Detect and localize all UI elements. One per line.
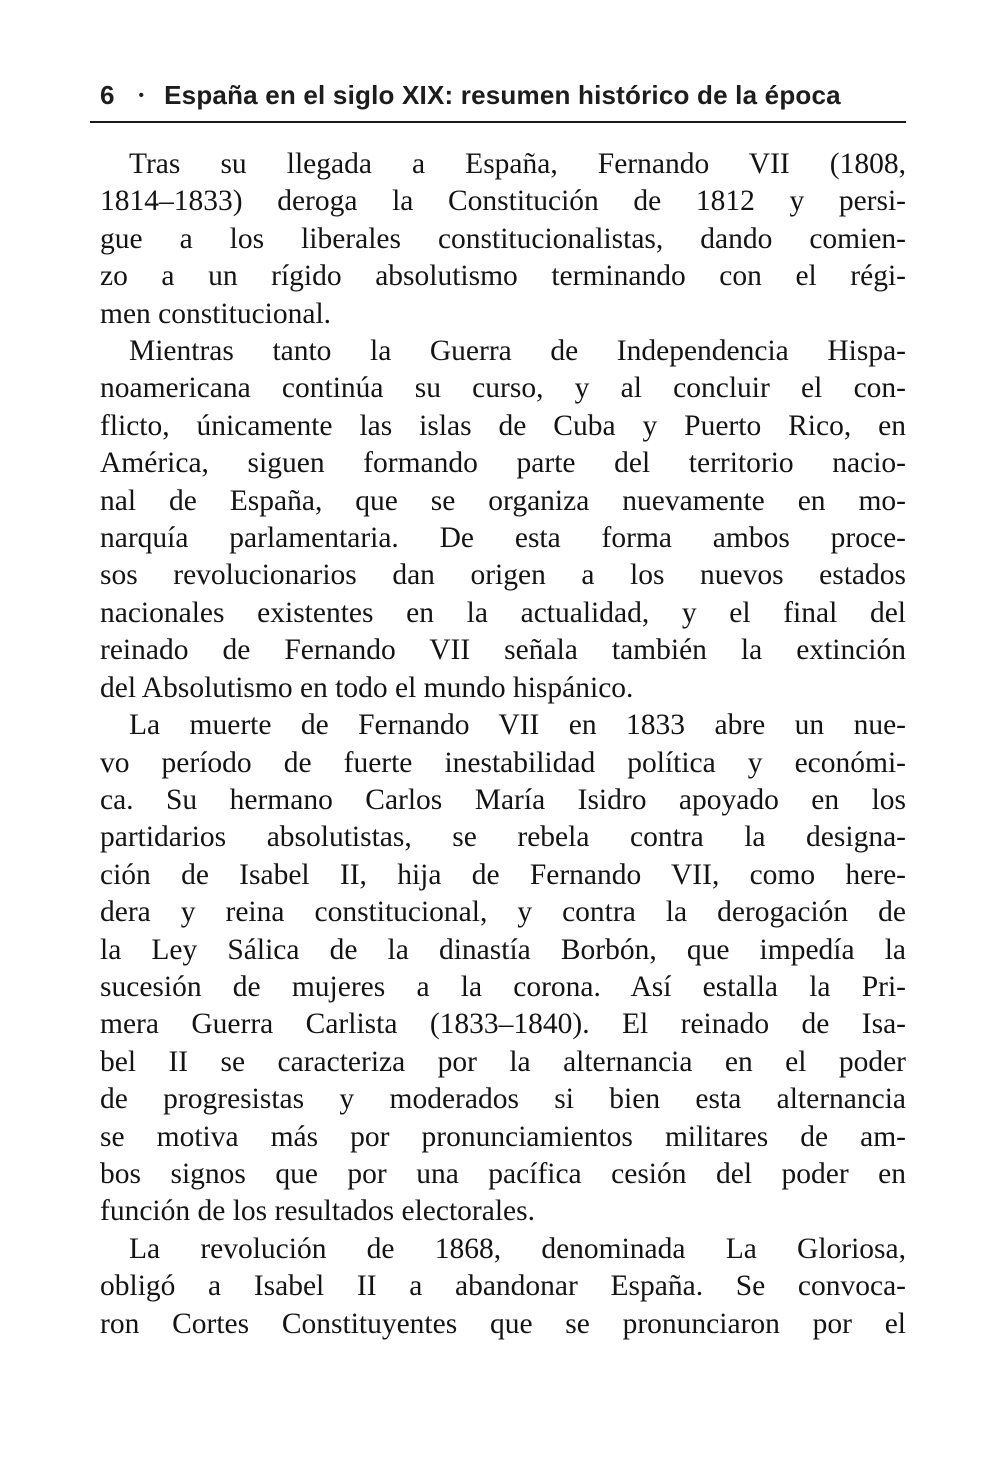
text-line: ca. Su hermano Carlos María Isidro apoyado en los: [100, 783, 906, 816]
paragraph: [100, 707, 906, 1231]
text-line: sucesión de mujeres a la corona. Así estalla la Pri-: [100, 970, 906, 1003]
text-line: sos revolucionarios dan origen a los nuevos estados: [100, 559, 906, 592]
header-rule-divider: [90, 121, 906, 123]
text-line: reinado de Fernando VII señala también la extinción: [100, 634, 906, 667]
text-line: ron Cortes Constituyentes que se pronunciaron por el: [100, 1307, 906, 1340]
body-text: [100, 146, 906, 1343]
text-line: 1814–1833) deroga la Constitución de 1812 y persi-: [100, 185, 906, 218]
text-line: zo a un rígido absolutismo terminando con el régi-: [100, 260, 906, 293]
running-header: [100, 80, 910, 111]
text-line: ción de Isabel II, hija de Fernando VII, como here-: [100, 858, 906, 891]
text-line: narquía parlamentaria. De esta forma ambos proce-: [100, 522, 906, 555]
text-line: obligó a Isabel II a abandonar España. Se convoca-: [100, 1270, 906, 1303]
text-line: bel II se caracteriza por la alternancia en el poder: [100, 1045, 906, 1078]
header-separator-bullet-icon: •: [138, 87, 145, 104]
text-line: gue a los liberales constitucionalistas, dando comien-: [100, 222, 906, 255]
text-line: la Ley Sálica de la dinastía Borbón, que impedía la: [100, 933, 906, 966]
text-line: partidarios absolutistas, se rebela contra la designa-: [100, 821, 906, 854]
text-line: dera y reina constitucional, y contra la derogación de: [100, 896, 906, 929]
text-line: de progresistas y moderados si bien esta alternancia: [100, 1083, 906, 1116]
text-line: men constitucional.: [100, 297, 332, 330]
paragraph: [100, 1231, 906, 1343]
paragraph: [100, 333, 906, 707]
text-line: Mientras tanto la Guerra de Independencia Hispa-: [129, 335, 906, 368]
text-line: Tras su llegada a España, Fernando VII (1808,: [129, 148, 906, 180]
text-line: flicto, únicamente las islas de Cuba y Puerto Rico, en: [100, 409, 906, 442]
paragraph: [100, 146, 906, 333]
text-line: nal de España, que se organiza nuevamente en mo-: [100, 484, 906, 517]
text-line: bos signos que por una pacífica cesión del poder en: [100, 1157, 906, 1190]
text-line: mera Guerra Carlista (1833–1840). El reinado de Isa-: [100, 1008, 906, 1041]
text-line: se motiva más por pronunciamientos militares de am-: [100, 1120, 906, 1153]
header-title: España en el siglo XIX: resumen histórico de la época: [164, 80, 841, 110]
text-line: La revolución de 1868, denominada La Gloriosa,: [129, 1232, 906, 1265]
page-number: 6: [100, 80, 115, 110]
text-line: América, siguen formando parte del territorio nacio-: [100, 447, 906, 480]
text-line: nacionales existentes en la actualidad, y el final del: [100, 596, 906, 629]
text-line: función de los resultados electorales.: [100, 1195, 535, 1228]
text-line: del Absolutismo en todo el mundo hispánico.: [100, 671, 634, 704]
text-line: La muerte de Fernando VII en 1833 abre un nue-: [129, 709, 906, 742]
text-line: vo período de fuerte inestabilidad política y económi-: [100, 746, 906, 779]
text-line: noamericana continúa su curso, y al concluir el con-: [100, 372, 906, 405]
